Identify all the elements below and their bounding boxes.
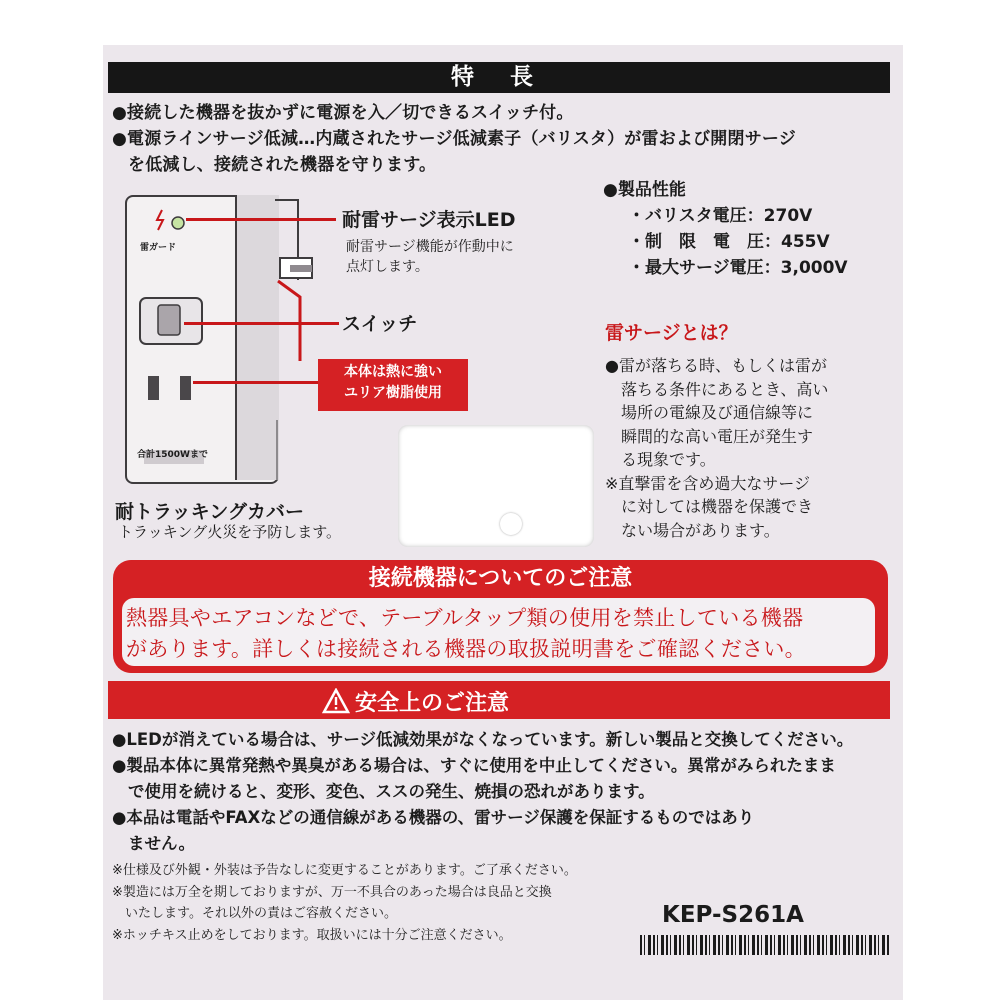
hang-hole [500, 513, 522, 535]
tracking-cover-title: 耐トラッキングカバー [115, 501, 305, 523]
footnote: いたします。それ以外の責はご容赦ください。 [125, 906, 397, 921]
feature-bullet-switch: ●接続した機器を抜かずに電源を入／切できるスイッチ付。 [112, 103, 574, 123]
led-callout-desc-2: 点灯します。 [346, 259, 429, 275]
material-badge [318, 359, 468, 411]
safety-line: で使用を続けると、変形、変色、ススの発生、焼損の恐れがあります。 [128, 782, 655, 801]
material-badge-line-2: ユリア樹脂使用 [344, 385, 442, 401]
surge-text [605, 354, 828, 542]
safety-line: ●製品本体に異常発熱や異臭がある場合は、すぐに使用を中止してください。異常がみられたまま [112, 756, 836, 775]
surge-line: る現象です。 [621, 450, 716, 469]
led-label: 雷ガード [140, 243, 177, 253]
footnote: ※仕様及び外観・外装は予告なしに変更することがあります。ご了承ください。 [112, 863, 577, 878]
outlet-label: 合計1500Wまで [137, 450, 208, 460]
safety-line: ません。 [128, 834, 195, 853]
notice-line-1: 熱器具やエアコンなどで、テーブルタップ類の使用を禁止している機器 [126, 606, 804, 630]
surge-line: 場所の電線及び通信線等に [621, 403, 814, 422]
model-number: KEP-S261A [662, 902, 804, 928]
safety-line: ●LEDが消えている場合は、サージ低減効果がなくなっています。新しい製品と交換してください。 [112, 730, 854, 749]
surge-line: ●雷が落ちる時、もしくは雷が [605, 356, 827, 375]
spec-heading: ●製品性能 [603, 180, 686, 200]
spec-row-varistor: ・バリスタ電圧：270V [628, 206, 813, 226]
spec-row-limit: ・制 限 電 圧：455V [628, 232, 830, 252]
feature-bullet-surge-cont: を低減し、接続された機器を守ります。 [128, 155, 437, 175]
package-window [398, 425, 594, 547]
surge-line: に対しては機器を保護でき [621, 497, 814, 516]
surge-line: ない場合があります。 [621, 520, 780, 540]
badge-callout-line [193, 381, 318, 384]
barcode [640, 935, 890, 955]
material-badge-line-1: 本体は熱に強い [344, 364, 442, 380]
feature-bullet-surge: ●電源ラインサージ低減…内蔵されたサージ低減素子（バリスタ）が雷および開閉サージ [112, 129, 796, 149]
surge-line: ※直撃雷を含め過大なサージ [605, 473, 811, 493]
warning-triangle-icon [322, 688, 350, 714]
led-callout-line [186, 218, 336, 221]
switch-callout-title: スイッチ [342, 313, 418, 335]
led-callout-title: 耐雷サージ表示LED [342, 209, 516, 231]
spec-row-max-surge: ・最大サージ電圧：3,000V [628, 258, 848, 278]
notice-line-2: があります。詳しくは接続される機器の取扱説明書をご確認ください。 [126, 637, 806, 661]
surge-line: 落ちる条件にあるとき、高い [621, 379, 829, 399]
surge-line: 瞬間的な高い電圧が発生す [621, 426, 814, 446]
tracking-cover-desc: トラッキング火災を予防します。 [118, 523, 342, 541]
safety-title: 安全上のご注意 [355, 691, 510, 716]
footnote: ※製造には万全を期しておりますが、万一不具合のあった場合は良品と交換 [112, 885, 552, 900]
footnote: ※ホッチキス止めをしております。取扱いには十分ご注意ください。 [112, 928, 512, 943]
notice-title: 接続機器についてのご注意 [368, 566, 633, 591]
led-callout-desc-1: 耐雷サージ機能が作動中に [346, 239, 514, 255]
safety-line: ●本品は電話やFAXなどの通信線がある機器の、雷サージ保護を保証するものではあり [112, 808, 755, 827]
features-heading-bar: 特 長 [108, 62, 890, 93]
surge-title: 雷サージとは？ [605, 322, 738, 344]
plug-pointer-line [270, 275, 330, 365]
